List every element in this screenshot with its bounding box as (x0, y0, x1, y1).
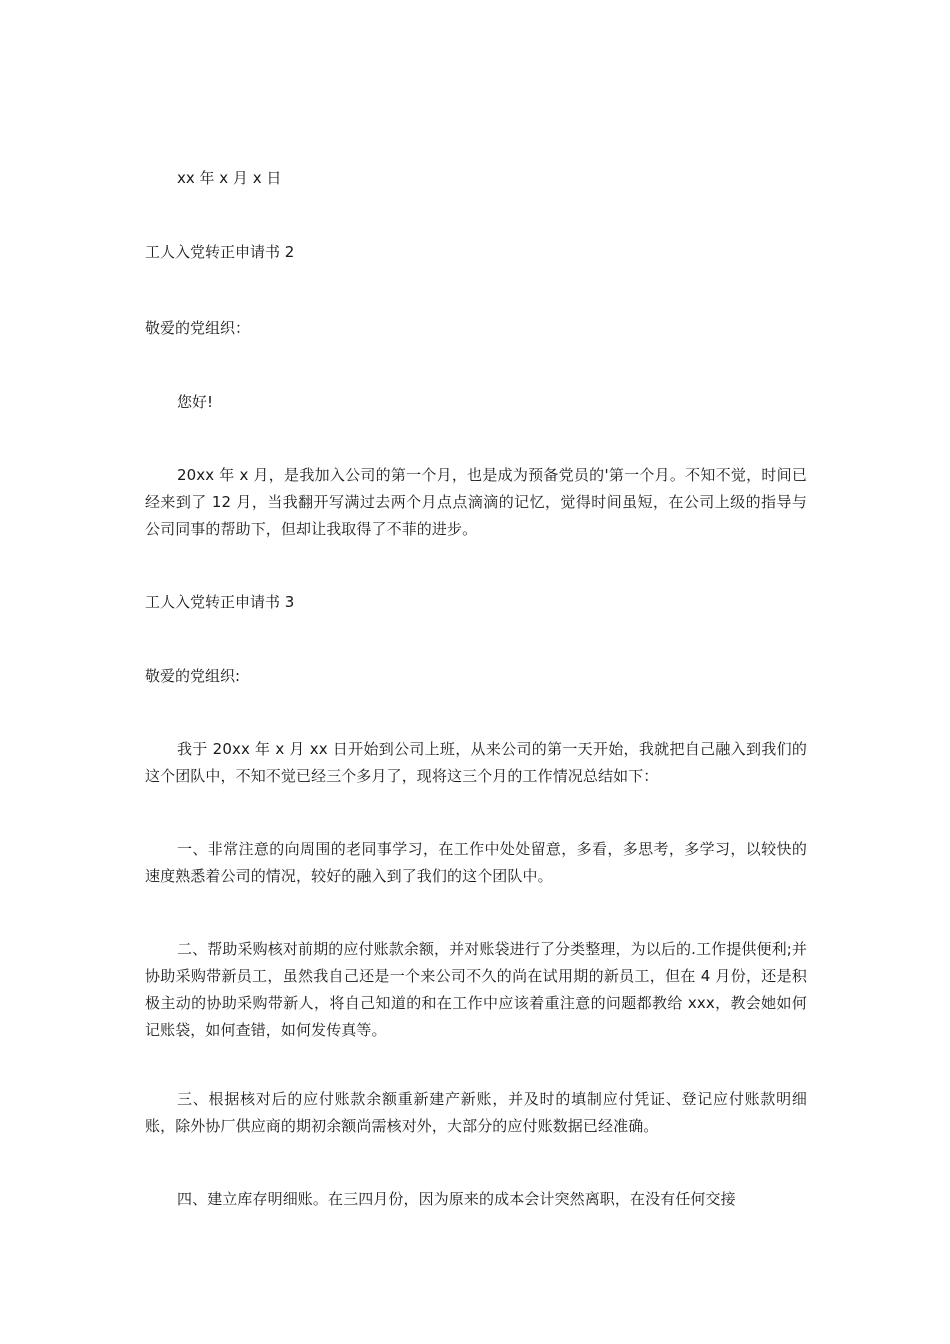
section-2-salutation: 敬爱的党组织： (145, 319, 251, 337)
section-3-paragraph: 一、非常注意的向周围的老同事学习，在工作中处处留意，多看，多思考，多学习，以较快的速度熟悉着公司的情况，较好的融入到了我们的这个团队中。 (145, 840, 807, 885)
section-3-paragraph: 二、帮助采购核对前期的应付账款余额，并对账袋进行了分类整理，为以后的.工作提供便利;并协助采购带新员工，虽然我自己还是一个来公司不久的尚在试用期的新员工，但在 4 月份，还是积极主动的协助采购带新人，将自己知道的和在工作中应该着重注意的问题都教给 xxx，教会她如何记账袋，如何查错，如何发传真等。 (145, 940, 807, 1039)
section-2-title: 工人入党转正申请书 2 (145, 243, 295, 261)
section-3-paragraph: 三、根据核对后的应付账款余额重新建产新账，并及时的填制应付凭证、登记应付账款明细账，除外协厂供应商的期初余额尚需核对外，大部分的应付账数据已经准确。 (145, 1090, 807, 1135)
section-2-body: 20xx 年 x 月，是我加入公司的第一个月，也是成为预备党员的'第一个月。不知不觉，时间已经来到了 12 月，当我翻开写满过去两个月点点滴滴的记忆，觉得时间虽短，在公司上级的指导与公司同事的帮助下，但却让我取得了不菲的进步。 (145, 466, 807, 538)
section-3-paragraph: 四、建立库存明细账。在三四月份，因为原来的成本会计突然离职，在没有任何交接 (177, 1190, 736, 1208)
section-2-greeting: 您好! (177, 393, 214, 411)
date-line: xx 年 x 月 x 日 (177, 169, 282, 187)
section-3-title: 工人入党转正申请书 3 (145, 593, 295, 611)
section-3-paragraph: 我于 20xx 年 x 月 xx 日开始到公司上班，从来公司的第一天开始，我就把自己融入到我们的这个团队中，不知不觉已经三个多月了，现将这三个月的工作情况总结如下： (145, 740, 807, 785)
section-3-salutation: 敬爱的党组织: (145, 667, 241, 685)
